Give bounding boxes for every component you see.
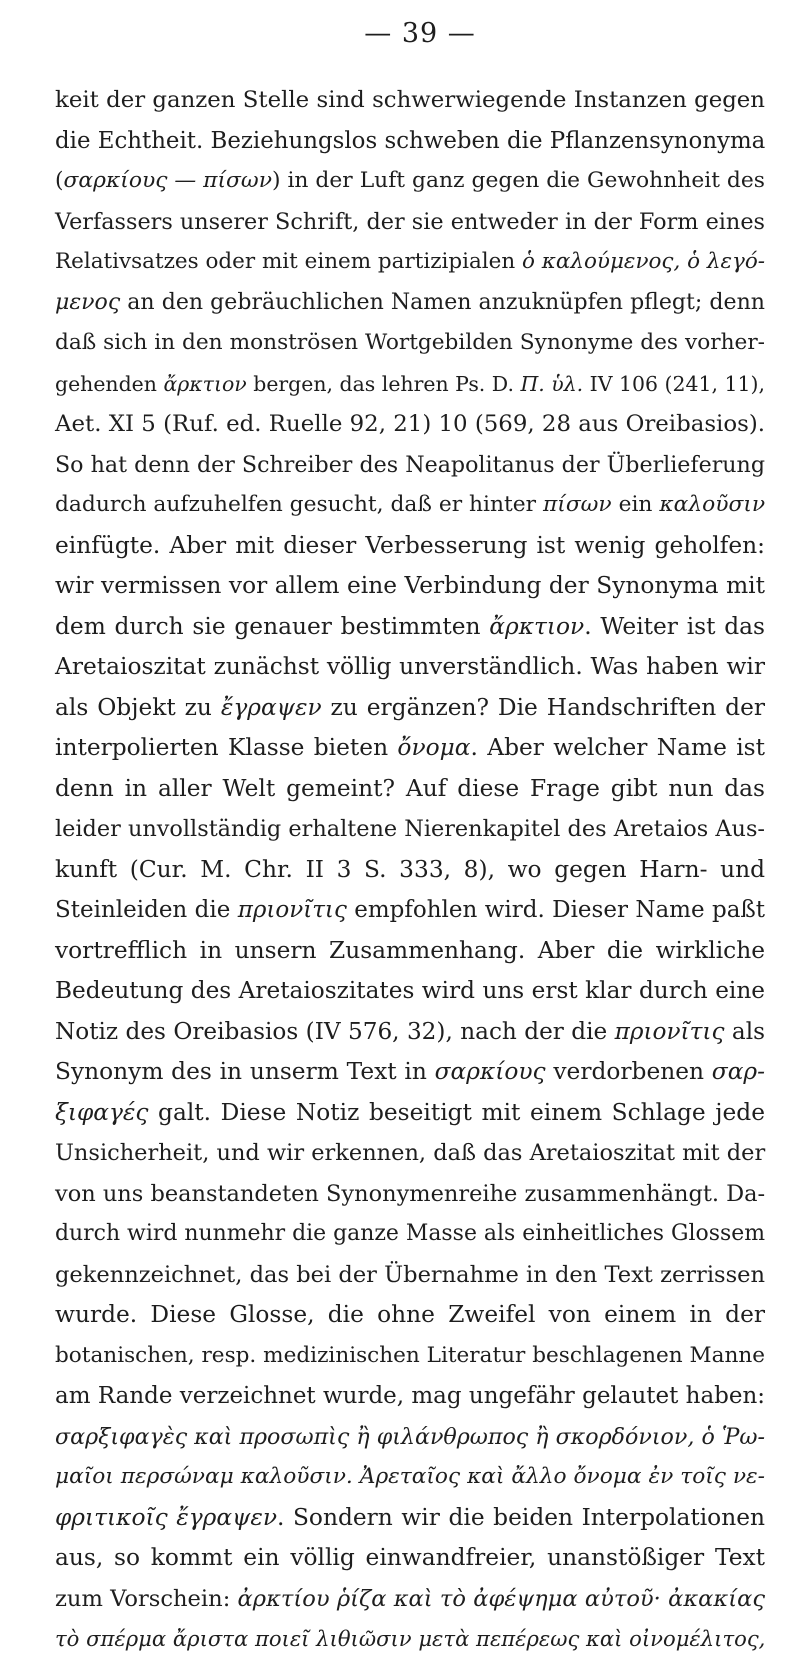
text-segment: einfügte. Aber mit dieser Verbesserung ist wenig geholfen:	[55, 531, 765, 559]
page-number: — 39 —	[364, 18, 476, 49]
greek-term: σαρξιφαγὲς καὶ προσωπὶς ἢ φιλάνθρωπος ἢ σκορδόνιον, ὁ Ῥω-	[55, 1423, 765, 1450]
greek-term: μαῖοι περσώναμ καλοῦσιν. Ἀρεταῖος καὶ ἄλλο ὄνομα ἐν τοῖς νε-	[55, 1464, 765, 1489]
text-segment: am Rande verzeichnet wurde, mag ungefähr gelautet haben:	[55, 1383, 765, 1409]
text-segment: denn in aller Welt gemeint? Auf diese Frage gibt nun das	[55, 774, 765, 802]
text-line	[55, 688, 765, 729]
text-segment: gehenden	[55, 371, 164, 396]
text-segment: galt. Diese Notiz beseitigt mit einem Schlage jede	[148, 1098, 765, 1126]
text-line	[55, 890, 765, 931]
text-segment: (	[55, 168, 64, 193]
text-segment: Notiz des Oreibasios (IV 576, 32), nach der die	[55, 1017, 615, 1045]
greek-term: καλοῦσιν	[659, 492, 766, 517]
text-segment: ) in der Luft ganz gegen die Gewohnheit des	[271, 168, 765, 193]
greek-term: ἔγραψεν	[220, 693, 322, 721]
greek-term: σαρκίους	[434, 1058, 546, 1085]
body-text	[55, 80, 765, 1660]
greek-term: Π. ὑλ.	[520, 371, 584, 396]
greek-term: πριονῖτις	[237, 897, 347, 923]
text-segment: gekennzeichnet, das bei der Übernahme in den Text zerrissen	[55, 1261, 765, 1288]
text-segment: bergen, das lehren Ps. D.	[246, 371, 521, 396]
text-line	[55, 1012, 765, 1053]
text-line	[55, 769, 765, 810]
text-line	[55, 850, 765, 891]
text-segment: aus, so kommt ein völlig einwandfreier, unanstößiger Text	[55, 1544, 765, 1571]
greek-term: ἄρκτιον	[163, 371, 247, 396]
text-segment: Verfassers unserer Schrift, der sie entweder in der Form eines	[55, 208, 765, 235]
text-segment: zum Vorschein:	[55, 1585, 238, 1612]
text-segment: empfohlen wird. Dieser Name paßt	[346, 897, 766, 923]
text-line	[55, 1255, 765, 1296]
text-segment: vortrefflich in unsern Zusammenhang. Aber die wirkliche	[55, 936, 765, 964]
text-line	[55, 1133, 765, 1174]
text-segment: interpolierten Klasse bieten	[55, 734, 398, 761]
greek-term: ἄρκτιον	[489, 612, 585, 640]
text-line	[55, 445, 765, 486]
text-segment: ein	[611, 492, 660, 517]
text-line	[55, 1417, 765, 1458]
text-line	[55, 1498, 765, 1539]
text-line	[55, 121, 765, 162]
text-line	[55, 1457, 765, 1498]
text-line	[55, 80, 765, 121]
text-segment: Unsicherheit, und wir erkennen, daß das Aretaioszitat mit der	[55, 1140, 766, 1166]
text-line	[55, 485, 765, 526]
text-line	[55, 1052, 765, 1093]
text-segment: die Echtheit. Beziehungslos schweben die Pflanzensynonyma	[55, 127, 766, 154]
text-line	[55, 607, 765, 648]
text-line	[55, 728, 765, 769]
text-line	[55, 404, 765, 445]
greek-term: σαρκίους — πίσων	[63, 168, 272, 193]
text-segment: an den gebräuchlichen Namen anzuknüpfen pflegt; denn	[120, 289, 765, 315]
text-segment: Aretaioszitat zunächst völlig unverständlich. Was haben wir	[55, 653, 765, 680]
text-segment: kunft (Cur. M. Chr. II 3 S. 333, 8), wo gegen Harn- und	[55, 855, 765, 883]
greek-term: φριτικοῖς ἔγραψεν	[55, 1503, 277, 1531]
text-line	[55, 1174, 765, 1215]
text-segment: botanischen, resp. medizinischen Literatur beschlagenen Manne	[55, 1342, 765, 1368]
text-segment: IV 106 (241, 11),	[583, 371, 765, 396]
text-line	[55, 1376, 765, 1417]
greek-term: πριονῖτις	[614, 1017, 725, 1045]
greek-term: ἀρκτίου ῥίζα καὶ τὸ ἀφέψημα αὐτοῦ· ἀκακίας	[237, 1585, 765, 1612]
text-segment: keit der ganzen Stelle sind schwerwiegende Instanzen gegen	[55, 87, 765, 113]
text-line	[55, 323, 765, 364]
text-segment: Steinleiden die	[55, 897, 238, 923]
text-line	[55, 1619, 765, 1660]
text-segment: zu ergänzen? Die Handschriften der	[321, 693, 766, 721]
text-line	[55, 202, 765, 243]
greek-term: ξιφαγές	[55, 1098, 149, 1126]
text-segment: So hat denn der Schreiber des Neapolitanus der Überlieferung	[55, 451, 765, 478]
text-segment: als	[724, 1017, 765, 1045]
text-line	[55, 647, 765, 688]
text-line	[55, 526, 765, 567]
text-segment: wurde. Diese Glosse, die ohne Zweifel von einem in der	[55, 1301, 765, 1328]
text-line	[55, 566, 765, 607]
greek-term: ὄνομα	[397, 734, 471, 761]
text-line	[55, 364, 765, 405]
greek-term: σαρ-	[711, 1058, 765, 1085]
text-segment: Bedeutung des Aretaioszitates wird uns erst klar durch eine	[55, 977, 765, 1004]
text-segment: wir vermissen vor allem eine Verbindung der Synonyma mit	[55, 572, 765, 599]
greek-term: ὁ καλούμενος, ὁ λεγό-	[522, 249, 765, 274]
text-segment: leider unvollständig erhaltene Nierenkapitel des Aretaios Aus-	[55, 816, 765, 842]
text-line	[55, 242, 765, 283]
text-line	[55, 971, 765, 1012]
greek-term: μενος	[55, 289, 121, 315]
text-line	[55, 1093, 765, 1134]
text-segment: Synonym des in unserm Text in	[55, 1058, 435, 1085]
text-segment: von uns beanstandeten Synonymenreihe zusammenhängt. Da-	[55, 1180, 766, 1207]
text-line	[55, 1214, 765, 1255]
text-line	[55, 1295, 765, 1336]
text-segment: als Objekt zu	[55, 693, 221, 721]
text-segment: dem durch sie genauer bestimmten	[55, 612, 490, 640]
text-segment: daß sich in den monströsen Wortgebilden Synonyme des vorher-	[55, 330, 765, 355]
text-line	[55, 1579, 765, 1620]
text-segment: dadurch aufzuhelfen gesucht, daß er hinter	[55, 492, 543, 517]
text-line	[55, 1336, 765, 1377]
text-line	[55, 1538, 765, 1579]
text-line	[55, 283, 765, 324]
text-segment: Aet. XI 5 (Ruf. ed. Ruelle 92, 21) 10 (569, 28 aus Oreibasios).	[55, 411, 765, 437]
text-line	[55, 931, 765, 972]
text-segment: . Aber welcher Name ist	[470, 734, 766, 761]
text-line	[55, 161, 765, 202]
greek-term: πίσων	[542, 492, 612, 517]
text-segment: verdorbenen	[545, 1058, 712, 1085]
text-segment: Relativsatzes oder mit einem partizipialen	[55, 249, 523, 274]
text-segment: . Sondern wir die beiden Interpolationen	[277, 1503, 765, 1531]
text-segment: durch wird nunmehr die ganze Masse als einheitliches Glossem	[55, 1221, 766, 1246]
text-segment: . Weiter ist das	[584, 612, 765, 640]
greek-term: τὸ σπέρμα ἄριστα ποιεῖ λιθιῶσιν μετὰ πεπέρεως καὶ οἰνομέλιτος,	[55, 1626, 766, 1651]
text-line	[55, 809, 765, 850]
